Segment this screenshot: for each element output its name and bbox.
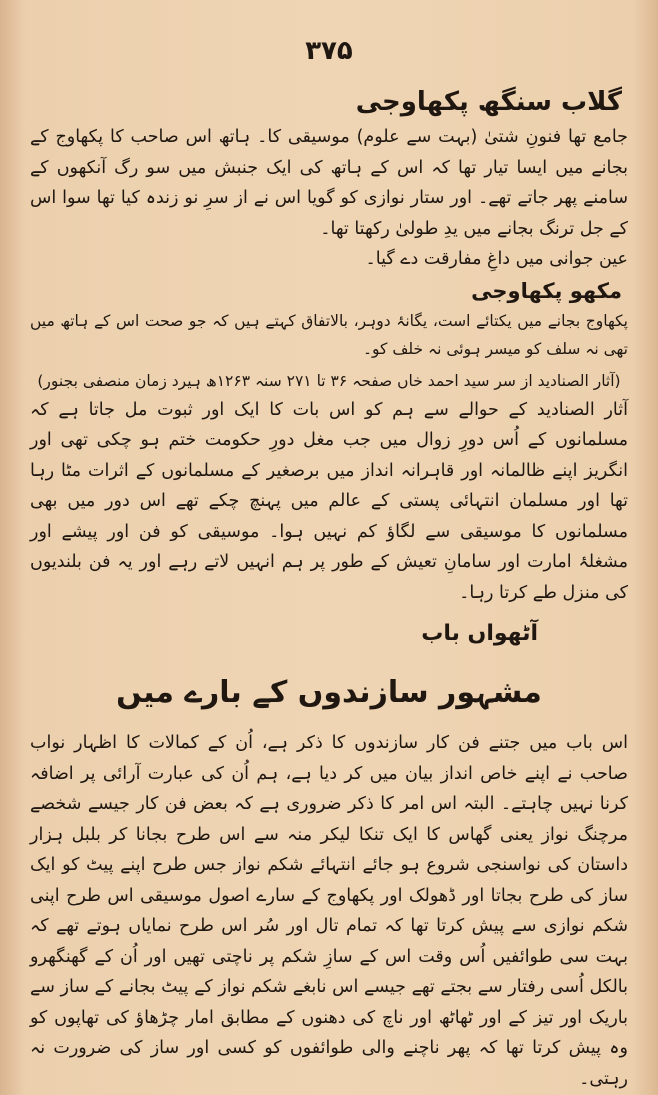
paragraph: پکھاوج بجانے میں یکتائے است، یگانۂ دوہر، بالاتفاق کہتے ہیں کہ جو صحت اس کے ہاتھ میں تھی نہ سلف کو میسر ہوئی نہ خلف کو۔ [30, 311, 628, 358]
reference-citation: (آثار الصنادید از سر سید احمد خاں صفحہ ۳۶ تا ۲۷۱ سنہ ۱۲۶۳ھ ہیرد زمان منصفی بجنور) [37, 371, 621, 390]
section-heading-makkhu: مکھو پکھاوجی [471, 278, 622, 303]
section-heading-gulab-singh: گلاب سنگھ پکھاوجی [355, 87, 622, 117]
chapter-title: مشہور سازندوں کے بارے میں [116, 675, 542, 710]
paragraph: اس باب میں جتنے فن کار سازندوں کا ذکر ہے، اُن کے کمالات کا اظہار نواب صاحب نے اپنے خاص انداز بیان میں کر دیا ہے، ہم اُن کی عبارت آرائی پر اضافہ کرنا نہیں چاہتے۔ البتہ اس امر کا ذکر ضروری ہے کہ بعض فن کار جیسے شخصے مرچنگ نواز یعنی گھاس کا ایک تنکا لیکر منہ سے اس طرح بجانا کر بلبل ہزار داستان کی نواسنجی شروع ہو جائے انتہائے شکم نواز جس طرح اپنے پیٹ کو ایک ساز کی طرح بجاتا اور ڈھولک اور پکھاوج کے سارے اصول موسیقی اس طرح اپنی شکم نوازی سے پیش کرتا تھا کہ تمام تال اور سُر اس طرح نمایاں ہوتے تھے کہ بہت سی طوائفیں اُس وقت اس کے سازِ شکم پر ناچتی تھیں اور اُن کے گھنگھرو بالکل اُسی رفتار سے بجتے تھے جیسے اس نابغے شکم نواز کے پیٹ بجانے کے ساز سے باریک اور تیز کے اور ٹھاٹھ اور ناچ کی دھنوں کے مطابق امار چڑھاؤ کی تھاپوں کو وہ پیش کرتا تھا کہ پھر ناچنے والی طوائفوں کو کسی اور ساز کی ضرورت نہ رہتی۔ [30, 733, 628, 1089]
paragraph: عین جوانی میں داغِ مفارقت دے گیا۔ [365, 249, 628, 269]
paragraph: آثار الصنادید کے حوالے سے ہم کو اس بات کا ایک اور ثبوت مل جاتا ہے کہ مسلمانوں کے اُس دورِ زوال میں جب مغل دورِ حکومت ختم ہو چکی تھی اور انگریز اپنے ظالمانہ اور قاہرانہ انداز میں برصغیر کے مسلمانوں کے اثرات مٹا رہا تھا اور مسلمان انتہائی پستی کے عالم میں پہنچ چکے تھے اس دور میں بھی مسلمانوں کا موسیقی سے لگاؤ کم نہیں ہوا۔ موسیقی کو فن اور پیشے اور مشغلۂ امارت اور سامانِ تعیش کے طور پر ہم انہیں لاتے رہے اور یہ فن بلندیوں کی منزل طے کرتا رہا۔ [30, 399, 628, 603]
chapter-label: آٹھواں باب [421, 621, 538, 646]
page-number: ۳۷۵ [305, 36, 353, 66]
paragraph: جامع تھا فنونِ شتیٰ (بہت سے علوم) موسیقی کا۔ ہاتھ اس صاحب کا پکھاوج کے بجانے میں ایسا تیار تھا کہ اس کے ہاتھ کی ایک جنبش میں سو رگ آنکھوں کے سامنے پھر جاتے تھے۔ اور ستار نوازی کو گویا اس نے از سرِ نو زندہ کیا تھا سوا اس کے جل ترنگ بجانے میں یدِ طولیٰ رکھتا تھا۔ [30, 127, 628, 239]
page-content [30, 82, 628, 1094]
